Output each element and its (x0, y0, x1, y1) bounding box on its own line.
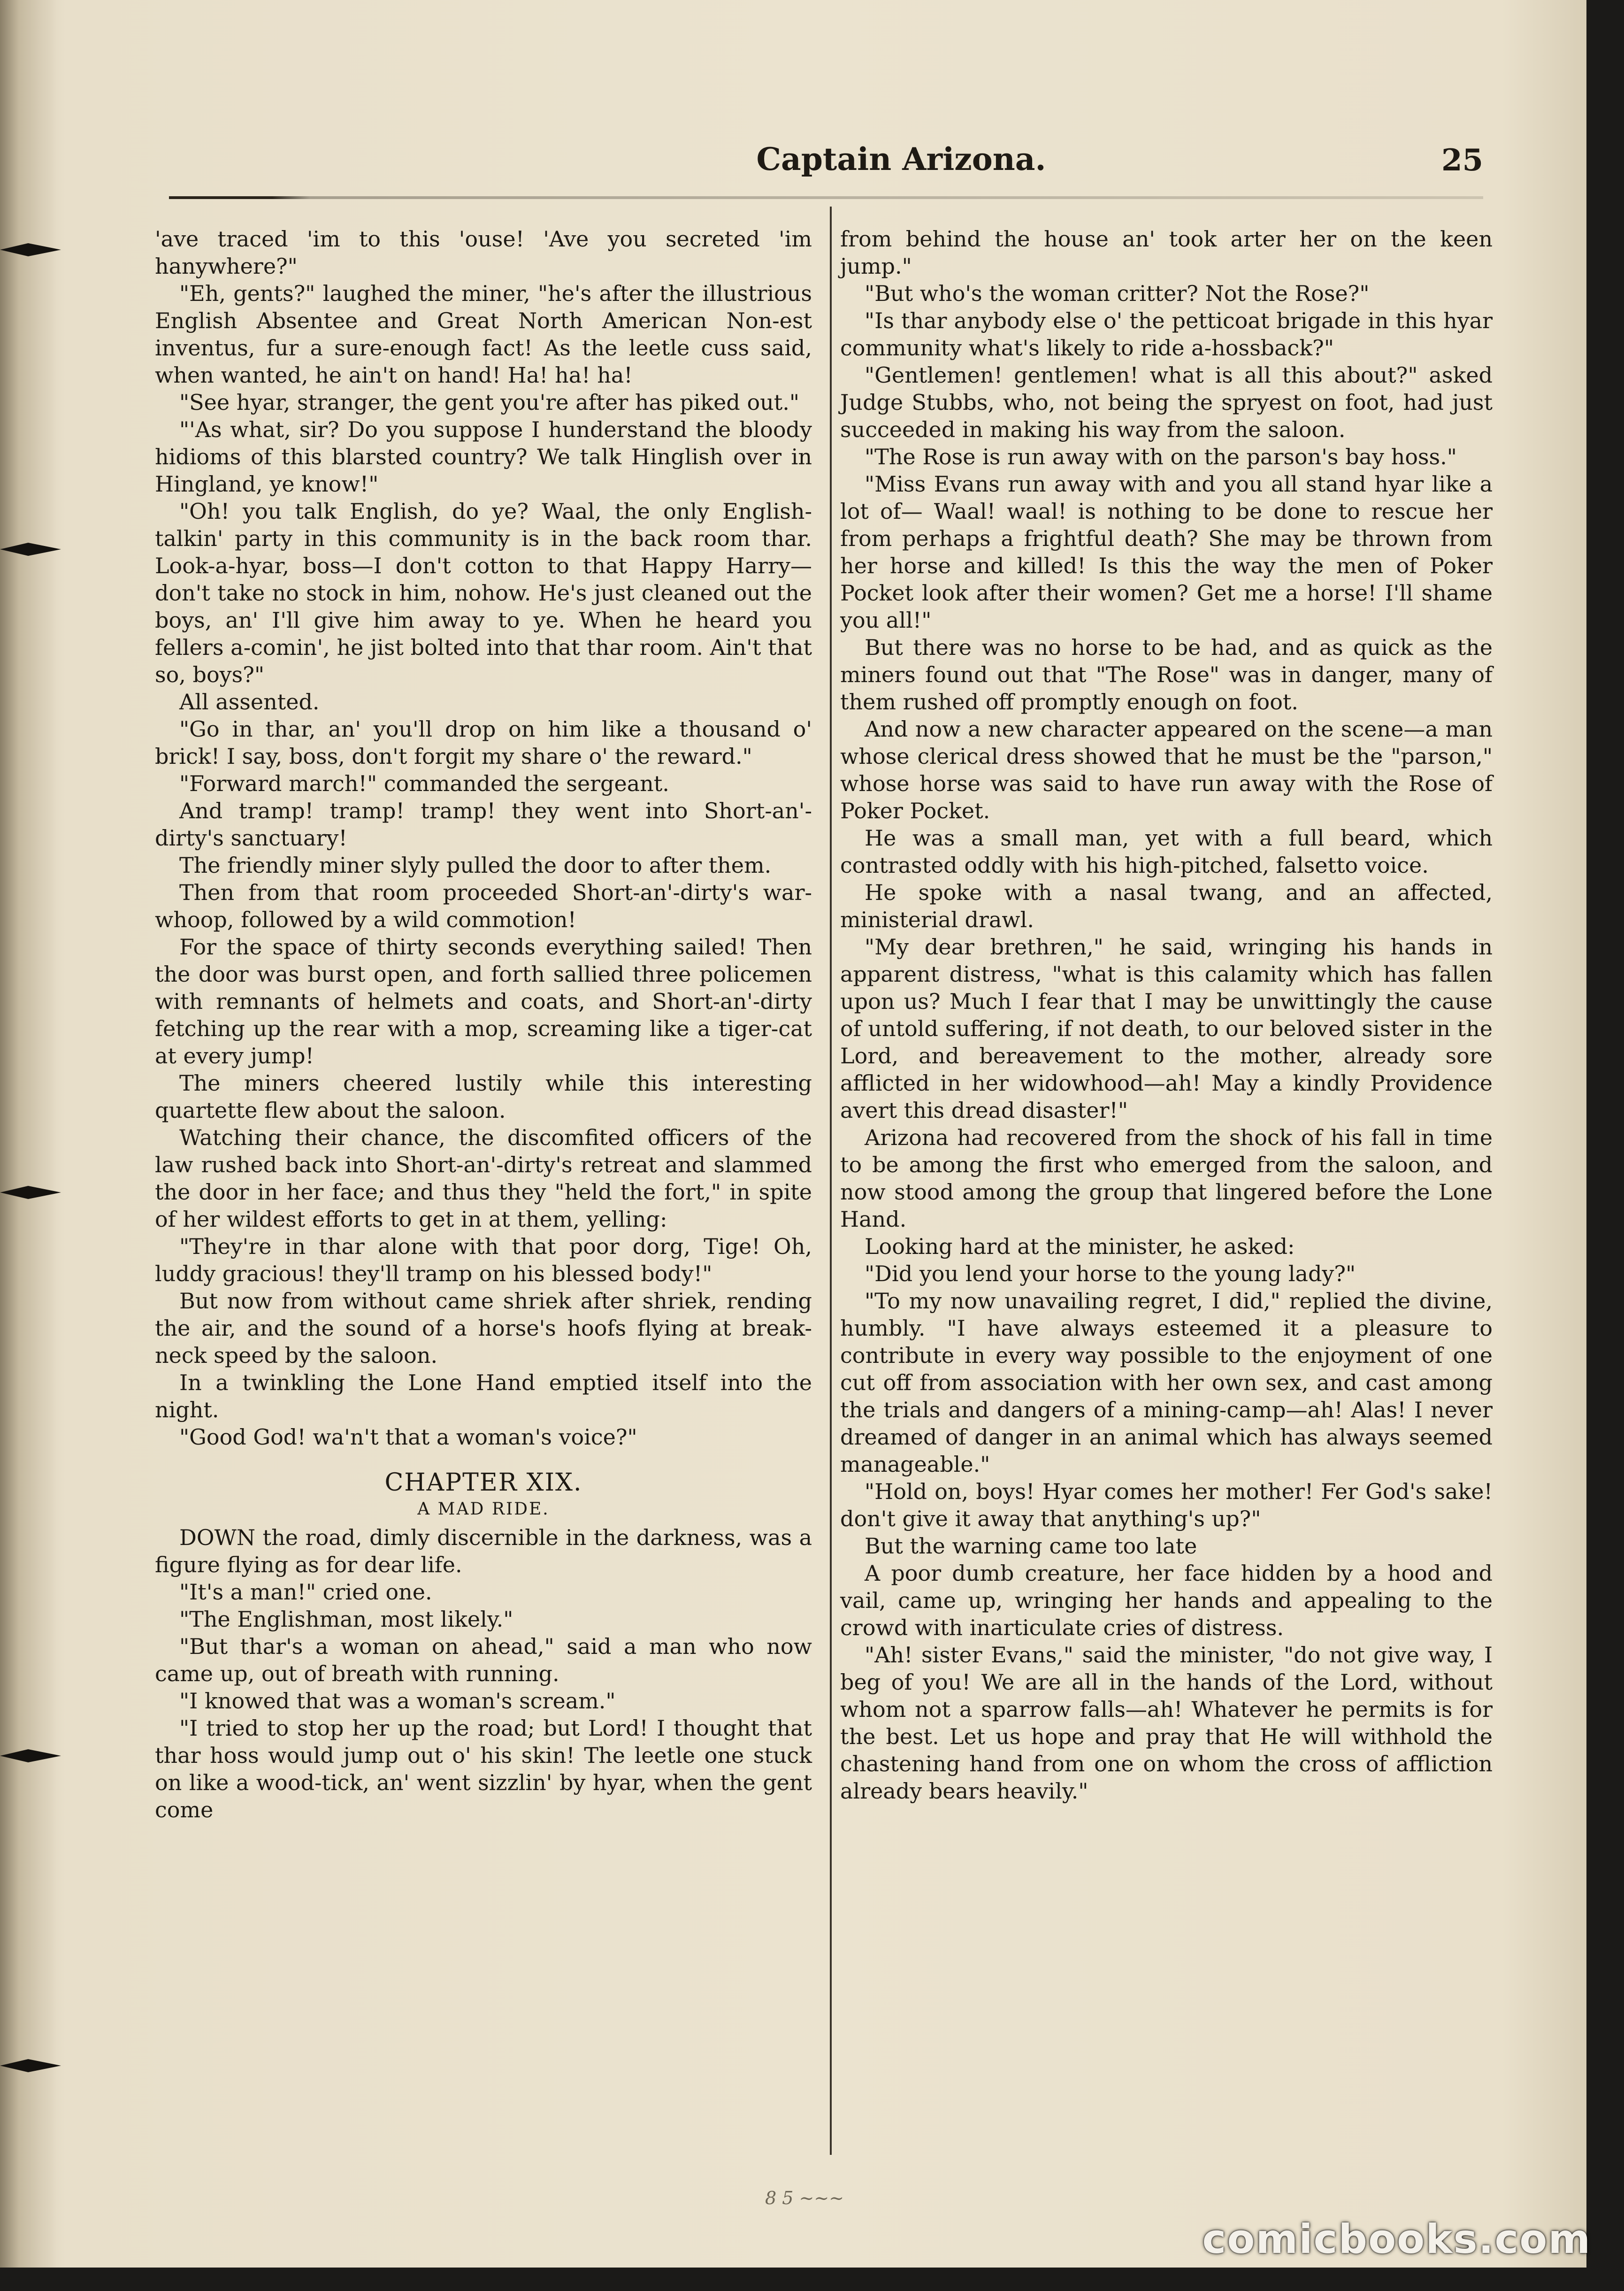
paragraph: "My dear brethren," he said, wringing his hands in apparent distress, "what is this calamity which has fallen upon us? Much I fear that I may be unwittingly the cause of untold suffering, if not death, to our beloved sister in the Lord, and bereavement to the mother, already sore afflicted in her widowhood—ah! May a kindly Providence avert this dread disaster!" (840, 934, 1493, 1123)
header-rule (169, 196, 1483, 199)
paragraph: "But thar's a woman on ahead," said a man who now came up, out of breath with running. (155, 1634, 812, 1686)
paragraph: For the space of thirty seconds everything sailed! Then the door was burst open, and forth sallied three policemen with remnants of helmets and coats, and Short-an'-dirty fetching up the rear with a mop, screaming like a tiger-cat at every jump! (155, 934, 812, 1069)
paragraph: And now a new character appeared on the scene—a man whose clerical dress showed that he must be the "parson," whose horse was said to have run away with the Rose of Poker Pocket. (840, 716, 1493, 823)
paragraph: "Hold on, boys! Hyar comes her mother! Fer God's sake! don't give it away that anything's up?" (840, 1479, 1493, 1531)
binding-stitch-icon (0, 540, 61, 559)
binding-stitch-icon (0, 1183, 61, 1202)
paragraph: from behind the house an' took arter her on the keen jump." (840, 226, 1493, 279)
right-column (840, 225, 1493, 1805)
paragraph: And tramp! tramp! tramp! they went into Short-an'-dirty's sanctuary! (155, 798, 812, 851)
paragraph: In a twinkling the Lone Hand emptied itself into the night. (155, 1370, 812, 1422)
column-divider (830, 207, 832, 2155)
paragraph: "The Rose is run away with on the parson's bay hoss." (865, 444, 1457, 469)
paragraph: Watching their chance, the discomfited officers of the law rushed back into Short-an'-dirty's retreat and slammed the door in her face; and thus they "held the fort," in spite of her wildest efforts to get in at them, yelling: (155, 1125, 812, 1232)
paragraph: The friendly miner slyly pulled the door to after them. (179, 853, 772, 878)
paragraph: "Is thar anybody else o' the petticoat brigade in this hyar community what's likely to ride a-hossback?" (840, 308, 1493, 361)
pencil-annotation: 8 5 ~~~ (765, 2188, 844, 2208)
paragraph: "See hyar, stranger, the gent you're after has piked out." (179, 390, 800, 415)
paragraph: "The Englishman, most likely." (179, 1607, 513, 1632)
paragraph: But now from without came shriek after shriek, rending the air, and the sound of a horse's hoofs flying at break-neck speed by the saloon. (155, 1288, 812, 1368)
paragraph: Arizona had recovered from the shock of his fall in time to be among the first who emerged from the saloon, and now stood among the group that lingered before the Lone Hand. (840, 1125, 1493, 1232)
right-paragraphs (840, 225, 1493, 1805)
chapter-title: CHAPTER XIX. (384, 1468, 582, 1497)
left-column (155, 225, 812, 1823)
left-paragraphs-after-chapter (155, 1524, 812, 1823)
paragraph: All assented. (179, 689, 320, 715)
binding-stitch-icon (0, 240, 61, 259)
paragraph: "Good God! wa'n't that a woman's voice?" (179, 1424, 637, 1450)
paragraph: "Eh, gents?" laughed the miner, "he's after the illustrious English Absentee and Great North American Non-est inventus, fur a sure-enough fact! As the leetle cuss said, when wanted, he ain't on hand! Ha! ha! ha! (155, 281, 812, 388)
paragraph: "I tried to stop her up the road; but Lord! I thought that thar hoss would jump out o' his skin! The leetle one stuck on like a wood-tick, an' went sizzlin' by hyar, when the gent come (155, 1715, 812, 1822)
binding-stitch-icon (0, 1746, 61, 1765)
paragraph: DOWN the road, dimly discernible in the darkness, was a figure flying as for dear life. (155, 1525, 812, 1577)
binding-gutter (0, 0, 56, 2291)
paragraph: A poor dumb creature, her face hidden by a hood and vail, came up, wringing her hands and appealing to the crowd with inarticulate cries of distress. (840, 1561, 1493, 1640)
paragraph: "Did you lend your horse to the young lady?" (865, 1261, 1356, 1286)
page-number: 25 (1441, 143, 1483, 178)
paragraph: "I knowed that was a woman's scream." (179, 1688, 616, 1714)
paragraph: The miners cheered lustily while this interesting quartette flew about the saloon. (155, 1070, 812, 1123)
paragraph: "Ah! sister Evans," said the minister, "do not give way, I beg of you! We are all in the hands of the Lord, without whom not a sparrow falls—ah! Whatever he permits is for the best. Let us hope and pray that He will withhold the chastening hand from one on whom the cross of affliction already bears heavily." (840, 1642, 1493, 1804)
paragraph: "Forward march!" commanded the sergeant. (179, 771, 669, 796)
paragraph: Then from that room proceeded Short-an'-dirty's war-whoop, followed by a wild commotion! (155, 880, 812, 932)
paragraph: Looking hard at the minister, he asked: (865, 1234, 1295, 1259)
paragraph: "'As what, sir? Do you suppose I hunderstand the bloody hidioms of this blarsted country? We talk Hinglish over in Hingland, ye know!" (155, 417, 812, 497)
paragraph: But the warning came too late (865, 1533, 1197, 1559)
left-paragraphs (155, 225, 812, 1451)
paragraph: 'ave traced 'im to this 'ouse! 'Ave you secreted 'im hanywhere?" (155, 226, 812, 279)
paragraph: "To my now unavailing regret, I did," replied the divine, humbly. "I have always esteemed it a pleasure to contribute in every way possible to the enjoyment of one cut off from association with her own sex, and cast among the trials and dangers of a mining-camp—ah! Alas! I never dreamed of danger in an animal which has always seemed manageable." (840, 1288, 1493, 1477)
paragraph: "But who's the woman critter? Not the Rose?" (865, 281, 1370, 306)
binding-stitch-icon (0, 2056, 61, 2075)
paragraph: "Go in thar, an' you'll drop on him like a thousand o' brick! I say, boss, don't forgit my share o' the reward." (155, 716, 812, 769)
paragraph: But there was no horse to be had, and as quick as the miners found out that "The Rose" was in danger, many of them rushed off promptly enough on foot. (840, 635, 1493, 715)
paragraph: "They're in thar alone with that poor dorg, Tige! Oh, luddy gracious! they'll tramp on his blessed body!" (155, 1234, 812, 1286)
scan-background (0, 2268, 1624, 2291)
paragraph: "Gentlemen! gentlemen! what is all this about?" asked Judge Stubbs, who, not being the spryest on foot, had just succeeded in making his way from the saloon. (840, 362, 1493, 442)
paragraph: He was a small man, yet with a full beard, which contrasted oddly with his high-pitched, falsetto voice. (840, 825, 1493, 878)
paragraph: He spoke with a nasal twang, and an affected, ministerial drawl. (840, 880, 1493, 932)
chapter-subtitle: A MAD RIDE. (417, 1499, 550, 1519)
paragraph: "Oh! you talk English, do ye? Waal, the only English-talkin' party in this community is in the back room thar. Look-a-hyar, boss—I don't cotton to that Happy Harry—don't take no stock in him, nohow. He's just cleaned out the boys, an' I'll give him away to ye. When he heard you fellers a-comin', he jist bolted into that thar room. Ain't that so, boys?" (155, 499, 812, 687)
site-watermark: comicbooks.com (1202, 2216, 1591, 2263)
paragraph: "It's a man!" cried one. (179, 1579, 432, 1605)
running-title: Captain Arizona. (756, 141, 1046, 177)
page-header (169, 131, 1483, 188)
paragraph: "Miss Evans run away with and you all stand hyar like a lot of— Waal! waal! is nothing to be done to rescue her from perhaps a frightful death? She may be thrown from her horse and killed! Is this the way the men of Poker Pocket look after their women? Get me a horse! I'll shame you all!" (840, 471, 1493, 633)
